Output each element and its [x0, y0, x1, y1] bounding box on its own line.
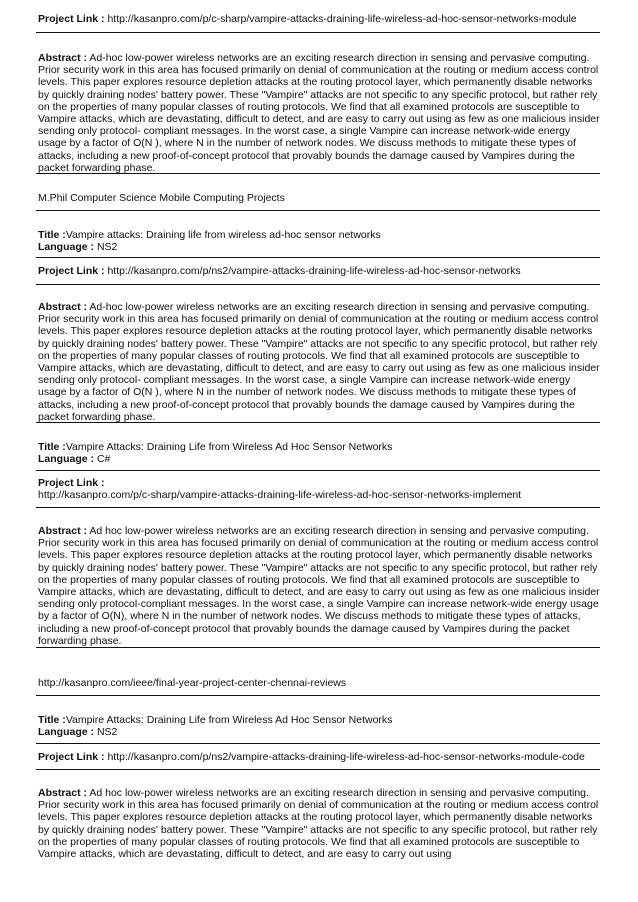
project-link-row [38, 751, 600, 763]
project-link-label: Project Link : [38, 265, 105, 277]
divider [36, 507, 600, 508]
title-row [38, 441, 600, 453]
abstract-text: Ad-hoc low-power wireless networks are an exciting research direction in sensing and pervasive computing. Prior security work in this area has focused primarily on denial of communication at the routing or medium access control levels. This paper explores resource depletion attacks at the routing protocol layer, which permanently disable networks by quickly draining nodes' battery power. These "Vampire" attacks are not specific to any specific protocol, but rather rely on the properties of many popular classes of routing protocols. We find that all examined protocols are susceptible to Vampire attacks, which are devastating, difficult to detect, and are easy to carry out using as few as one malicious insider sending only protocol- compliant messages. In the worst case, a single Vampire can increase network-wide energy usage by a factor of O(N ), where N in the number of network nodes. We discuss methods to mitigate these types of attacks, including a new proof-of-concept protocol that provably bounds the damage caused by Vampires during the packet forwarding phase. [38, 52, 600, 174]
divider [36, 422, 600, 423]
project-link-url[interactable]: http://kasanpro.com/p/ns2/vampire-attacks-draining-life-wireless-ad-hoc-sensor-networks [107, 265, 521, 277]
language-row [38, 726, 600, 738]
project-link-label: Project Link : [38, 751, 105, 763]
project-link-url[interactable]: http://kasanpro.com/p/ns2/vampire-attacks-draining-life-wireless-ad-hoc-sensor-networks-module-code [107, 751, 585, 763]
divider [36, 210, 600, 211]
divider [36, 470, 600, 471]
title-text: Vampire Attacks: Draining Life from Wireless Ad Hoc Sensor Networks [65, 441, 393, 453]
abstract-text: Ad-hoc low-power wireless networks are an exciting research direction in sensing and pervasive computing. Prior security work in this area has focused primarily on denial of communication at the routing or medium access control levels. This paper explores resource depletion attacks at the routing protocol layer, which permanently disable networks by quickly draining nodes' battery power. These "Vampire" attacks are not specific to any specific protocol, but rather rely on the properties of many popular classes of routing protocols. We find that all examined protocols are susceptible to Vampire attacks, which are devastating, difficult to detect, and are easy to carry out using as few as one malicious insider sending only protocol- compliant messages. In the worst case, a single Vampire can increase network-wide energy usage by a factor of O(N ), where N in the number of network nodes. We discuss methods to mitigate these types of attacks, including a new proof-of-concept protocol that provably bounds the damage caused by Vampires during the packet forwarding phase. [38, 301, 600, 423]
divider [36, 284, 600, 285]
abstract-paragraph [38, 301, 600, 423]
project-link-label-row [38, 477, 600, 489]
language-value: C# [96, 453, 111, 465]
divider [36, 769, 600, 770]
project-link-url[interactable]: http://kasanpro.com/p/c-sharp/vampire-attacks-draining-life-wireless-ad-hoc-sensor-networks-module [107, 13, 577, 25]
language-label: Language : [38, 726, 95, 738]
reviews-link[interactable]: http://kasanpro.com/ieee/final-year-project-center-chennai-reviews [38, 677, 347, 689]
language-value: NS2 [96, 726, 118, 738]
divider [36, 647, 600, 648]
category-heading: M.Phil Computer Science Mobile Computing Projects [38, 192, 285, 204]
abstract-label: Abstract : [38, 52, 88, 64]
language-value: NS2 [96, 241, 118, 253]
divider [36, 32, 600, 33]
divider [36, 173, 600, 174]
title-text: Vampire Attacks: Draining Life from Wireless Ad Hoc Sensor Networks [65, 714, 393, 726]
abstract-text: Ad hoc low-power wireless networks are an exciting research direction in sensing and pervasive computing. Prior security work in this area has focused primarily on denial of communication at the routing or medium access control levels. This paper explores resource depletion attacks at the routing protocol layer, which permanently disable networks by quickly draining nodes' battery power. These "Vampire" attacks are not specific to any specific protocol, but rather rely on the properties of many popular classes of routing protocols. We find that all examined protocols are susceptible to Vampire attacks, which are devastating, difficult to detect, and are easy to carry out using as few as one malicious insider sending only protocol-compliant messages. In the worst case, a single Vampire can increase network-wide energy usage by a factor of O(N), where N in the number of network nodes. We discuss methods to mitigate these types of attacks, including a new proof-of-concept protocol that provably bounds the damage caused by Vampires during the packet forwarding phase. [38, 525, 600, 647]
title-label: Title : [38, 441, 66, 453]
title-label: Title : [38, 229, 66, 241]
language-row [38, 241, 600, 253]
divider [36, 257, 600, 258]
language-row [38, 453, 600, 465]
abstract-text: Ad hoc low-power wireless networks are an exciting research direction in sensing and pervasive computing. Prior security work in this area has focused primarily on denial of communication at the routing or medium access control levels. This paper explores resource depletion attacks at the routing protocol layer, which permanently disable networks by quickly draining nodes' battery power. These "Vampire" attacks are not specific to any specific protocol, but rather rely on the properties of many popular classes of routing protocols. We find that all examined protocols are susceptible to Vampire attacks, which are devastating, difficult to detect, and are easy to carry out using [38, 787, 599, 861]
project-link-label: Project Link : [38, 13, 105, 25]
abstract-label: Abstract : [38, 525, 88, 537]
project-link-row [38, 13, 600, 25]
title-text: Vampire attacks: Draining life from wireless ad-hoc sensor networks [65, 229, 381, 241]
project-link-label: Project Link : [38, 477, 105, 489]
title-row [38, 714, 600, 726]
abstract-paragraph [38, 52, 600, 174]
title-label: Title : [38, 714, 66, 726]
divider [36, 743, 600, 744]
project-link-row [38, 265, 600, 277]
language-label: Language : [38, 453, 95, 465]
divider [36, 695, 600, 696]
abstract-label: Abstract : [38, 787, 88, 799]
project-link-url[interactable]: http://kasanpro.com/p/c-sharp/vampire-attacks-draining-life-wireless-ad-hoc-sensor-networks-implement [38, 489, 522, 501]
title-row [38, 229, 600, 241]
abstract-label: Abstract : [38, 301, 88, 313]
abstract-paragraph [38, 787, 600, 860]
language-label: Language : [38, 241, 95, 253]
abstract-paragraph [38, 525, 600, 647]
